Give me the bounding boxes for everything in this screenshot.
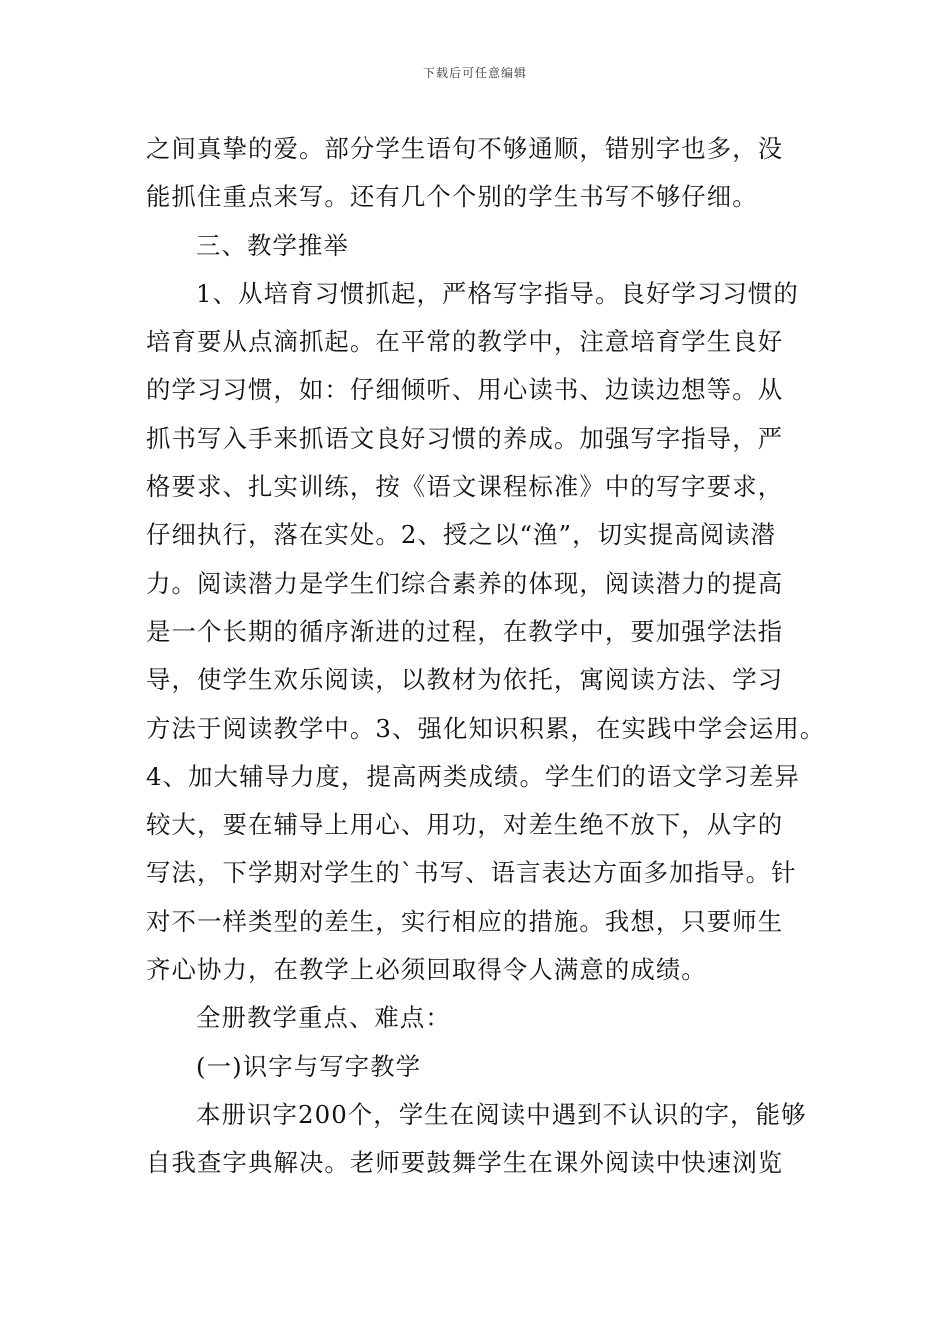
text-line: 格要求、扎实训练，按《语文课程标准》中的写字要求， bbox=[146, 472, 784, 502]
text-line: 较大，要在辅导上用心、用功，对差生绝不放下，从字的 bbox=[146, 810, 784, 840]
page-header: 下载后可任意编辑 bbox=[422, 66, 527, 80]
text-line: 是一个长期的循序渐进的过程，在教学中，要加强学法指 bbox=[146, 616, 784, 646]
text-line: 之间真挚的爱。部分学生语句不够通顺，错别字也多，没 bbox=[146, 134, 784, 163]
text-line: 齐心协力，在教学上必须回取得令人满意的成绩。 bbox=[146, 955, 707, 985]
text-line: 三、教学推举 bbox=[196, 230, 349, 260]
text-line: 方法于阅读教学中。3、强化知识积累，在实践中学会运用。 bbox=[146, 713, 826, 743]
text-line: 的学习习惯，如：仔细倾听、用心读书、边读边想等。从 bbox=[146, 375, 784, 405]
text-line: 导，使学生欢乐阅读，以教材为依托，寓阅读方法、学习 bbox=[146, 665, 784, 695]
text-line: 抓书写入手来抓语文良好习惯的养成。加强写字指导，严 bbox=[146, 423, 784, 453]
text-line: 4、加大辅导力度，提高两类成绩。学生们的语文学习差异 bbox=[146, 761, 800, 791]
text-line: 力。阅读潜力是学生们综合素养的体现，阅读潜力的提高 bbox=[146, 568, 784, 598]
text-line: 自我查字典解决。老师要鼓舞学生在课外阅读中快速浏览 bbox=[146, 1148, 784, 1178]
text-line: (一)识字与写字教学 bbox=[196, 1051, 422, 1081]
text-line: 对不一样类型的差生，实行相应的措施。我想，只要师生 bbox=[146, 906, 784, 936]
text-line: 1、从培育习惯抓起，严格写字指导。良好学习习惯的 bbox=[196, 278, 799, 308]
text-line: 培育要从点滴抓起。在平常的教学中，注意培育学生良好 bbox=[146, 327, 784, 357]
text-line: 写法，下学期对学生的`书写、语言表达方面多加指导。针 bbox=[146, 858, 797, 888]
text-line: 全册教学重点、难点： bbox=[196, 1003, 451, 1033]
text-line: 本册识字200个，学生在阅读中遇到不认识的字，能够 bbox=[196, 1099, 807, 1129]
text-line: 能抓住重点来写。还有几个个别的学生书写不够仔细。 bbox=[146, 182, 758, 212]
document-body bbox=[146, 125, 826, 1188]
text-line: 仔细执行，落在实处。2、授之以“渔”，切实提高阅读潜 bbox=[146, 520, 777, 550]
